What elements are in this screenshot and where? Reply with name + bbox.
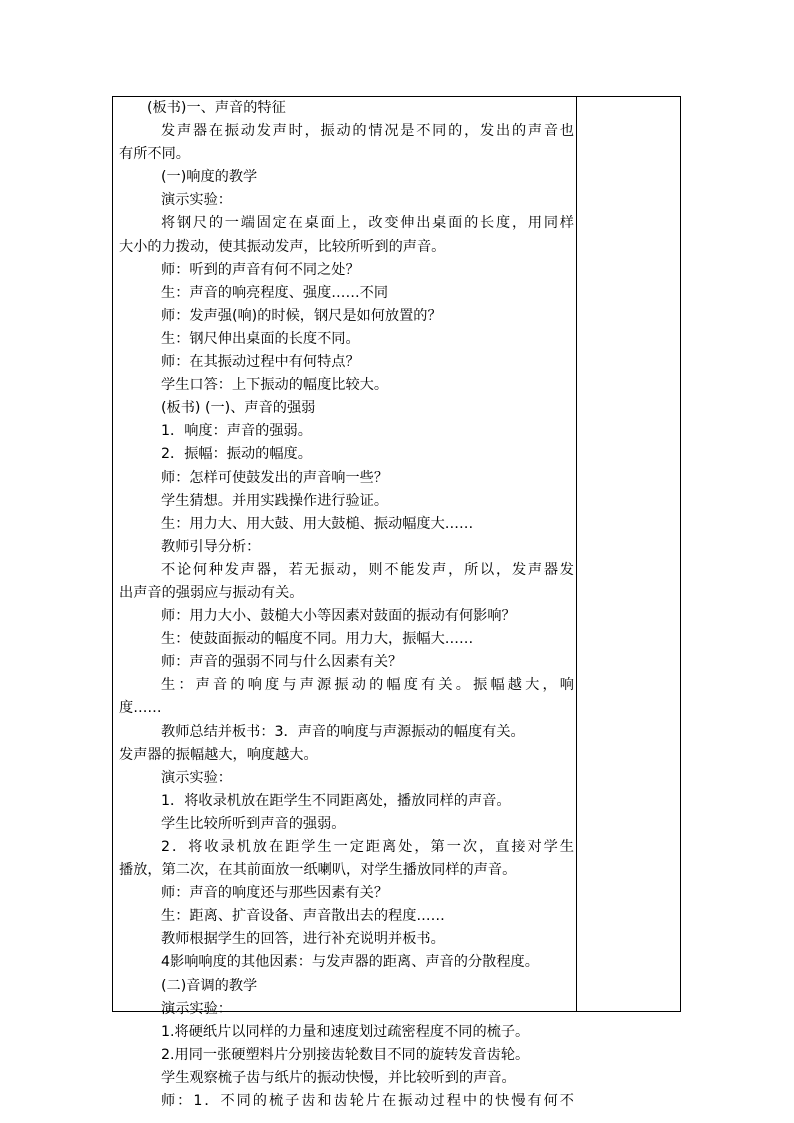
notes-cell [578, 97, 680, 1011]
text-line: 师：听到的声音有何不同之处？ [161, 261, 360, 278]
text-line: 将钢尺的一端固定在桌面上，改变伸出桌面的长度，用同样 [161, 215, 574, 232]
text-line: 学生猜想。并用实践操作进行验证。 [161, 492, 389, 509]
text-line: (一)响度的教学 [161, 169, 258, 186]
text-line: 教师引导分析： [161, 538, 261, 555]
column-divider [576, 97, 577, 1011]
text-line: 出声音的强弱应与振动有关。 [119, 584, 304, 601]
text-line: (板书)一、声音的特征 [147, 100, 286, 116]
text-line: 学生口答：上下振动的幅度比较大。 [161, 377, 389, 394]
text-line: 教师总结并板书：3．声音的响度与声源振动的幅度有关。 [161, 723, 525, 740]
text-line: 教师根据学生的回答，进行补充说明并板书。 [161, 931, 445, 948]
text-line: 不论何种发声器，若无振动，则不能发声，所以，发声器发 [161, 561, 574, 578]
text-line: 播放，第二次，在其前面放一纸喇叭，对学生播放同样的声音。 [119, 862, 517, 879]
text-line: 师：怎样可使鼓发出的声音响一些？ [161, 469, 389, 486]
text-line: 学生比较所听到声音的强弱。 [161, 815, 346, 832]
text-line: 有所不同。 [119, 146, 190, 163]
text-line: 师：1．不同的梳子齿和齿轮片在振动过程中的快慢有何不 [161, 1093, 574, 1110]
text-line: 学生观察梳子齿与纸片的振动快慢，并比较听到的声音。 [161, 1069, 516, 1086]
text-line: 演示实验： [161, 192, 232, 209]
text-line: (板书) (一)、声音的强弱 [161, 400, 316, 417]
text-line: 生：用力大、用大鼓、用大鼓槌、振动幅度大…… [161, 515, 474, 532]
text-line: 度…… [119, 700, 162, 717]
lesson-content-cell [119, 97, 574, 1113]
text-line: 生：使鼓面振动的幅度不同。用力大，振幅大…… [161, 631, 474, 648]
text-line: 师：声音的强弱不同与什么因素有关？ [161, 654, 403, 671]
text-line: 师：声音的响度还与那些因素有关？ [161, 885, 389, 902]
text-line: 生：钢尺伸出桌面的长度不同。 [161, 330, 360, 347]
text-line: 生：声音的响亮程度、强度……不同 [161, 284, 389, 301]
text-line: 演示实验： [161, 1000, 232, 1017]
text-line: 2.用同一张硬塑料片分别接齿轮数目不同的旋转发音齿轮。 [161, 1046, 530, 1063]
text-line: 4影响响度的其他因素：与发声器的距离、声音的分散程度。 [161, 954, 539, 971]
text-line: 2．振幅：振动的幅度。 [161, 446, 312, 463]
text-line: 大小的力拨动，使其振动发声，比较所听到的声音。 [119, 238, 446, 255]
text-line: (二)音调的教学 [161, 977, 258, 994]
text-line: 2．将收录机放在距学生一定距离处，第一次，直接对学生 [161, 839, 574, 855]
lesson-table [112, 96, 681, 1110]
text-line: 1.将硬纸片以同样的力量和速度划过疏密程度不同的梳子。 [161, 1023, 530, 1040]
text-line: 发声器的振幅越大，响度越大。 [119, 746, 318, 763]
text-line: 演示实验： [161, 769, 232, 786]
text-line: 生：声音的响度与声源振动的幅度有关。振幅越大，响 [161, 677, 574, 694]
text-line: 生：距离、扩音设备、声音散出去的程度…… [161, 908, 445, 925]
text-line: 师：在其振动过程中有何特点？ [161, 354, 360, 371]
text-line: 1．响度：声音的强弱。 [161, 423, 312, 440]
text-line: 发声器在振动发声时，振动的情况是不同的，发出的声音也 [161, 123, 574, 140]
text-line: 1．将收录机放在距学生不同距离处，播放同样的声音。 [161, 792, 511, 809]
text-line: 师：用力大小、鼓槌大小等因素对鼓面的振动有何影响？ [161, 608, 516, 625]
text-line: 师：发声强(响)的时候，钢尺是如何放置的？ [161, 307, 442, 324]
